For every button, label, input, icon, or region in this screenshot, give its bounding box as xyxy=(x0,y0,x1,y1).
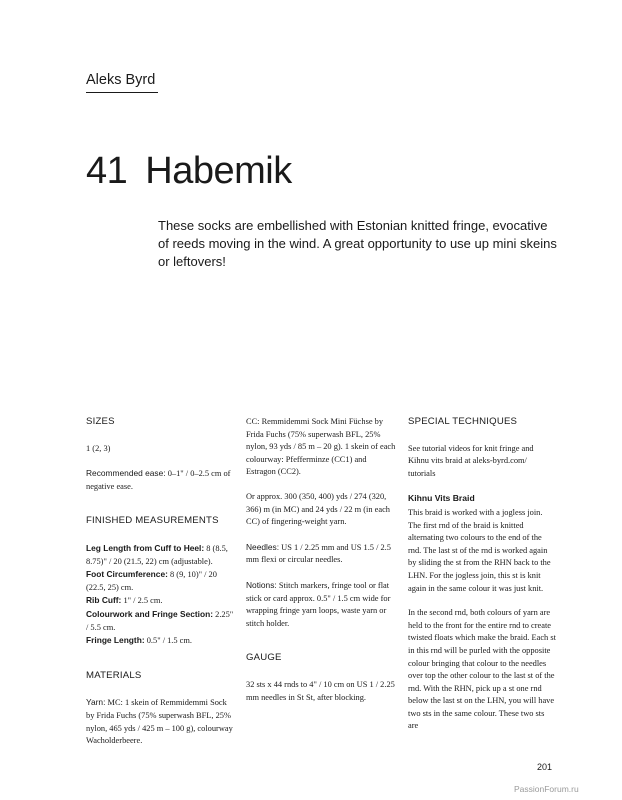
special-heading: SPECIAL TECHNIQUES xyxy=(408,416,518,427)
needles-label: Needles: xyxy=(246,541,280,552)
yarn-approx: Or approx. 300 (350, 400) yds / 274 (320, 366) m (in MC) and 24 yds / 22 m (in each CC) of fingering-weight yarn. xyxy=(246,491,390,527)
column-2 xyxy=(246,416,396,716)
finished-heading: FINISHED MEASUREMENTS xyxy=(86,515,219,527)
colourwork-text: 2.25" / 5.5 cm. xyxy=(86,609,234,632)
foot-label: Foot Circumference: xyxy=(86,569,168,580)
fringe-text: 0.5" / 1.5 cm. xyxy=(144,636,193,646)
leg-text: 8 (8.5, 8.75)" / 20 (21.5, 22) cm (adjustable). xyxy=(86,543,228,566)
colourwork-label: Colourwork and Fringe Section: xyxy=(86,608,214,619)
yarn-mc xyxy=(86,696,236,747)
column-1 xyxy=(86,416,236,760)
yarn-label: Yarn: xyxy=(86,697,106,708)
fringe-label: Fringe Length: xyxy=(86,635,145,646)
gauge-text: 32 sts x 44 rnds to 4" / 10 cm on US 1 / 2.25 mm needles in St St, after blocking. xyxy=(246,679,395,702)
leg-length xyxy=(86,542,236,568)
fringe-length xyxy=(86,634,236,648)
notions-text: Stitch markers, fringe tool or flat stick or card approx. 0.5" / 1.5 cm wide for wrapping fringe yarn loops, waste yarn or stitch holder. xyxy=(246,580,391,628)
rib-text: 1" / 2.5 cm. xyxy=(121,596,163,606)
column-3 xyxy=(408,416,556,745)
braid-paragraph-1: This braid is worked with a jogless join. The first rnd of the braid is knitted alternating two colours to the end of the rnd. The last st of the rnd is worked again by sliding the st from the RHN back to the LHN. For the jogless join, this st is knit again in the same colour it was just knit. xyxy=(408,507,551,593)
notions xyxy=(246,579,396,630)
colourwork-section xyxy=(86,608,236,634)
recommended-ease xyxy=(86,467,236,493)
gauge-heading: GAUGE xyxy=(246,652,282,664)
pattern-name: Habemik xyxy=(145,150,292,192)
pattern-number: 41 xyxy=(86,150,128,192)
special-intro: See tutorial videos for knit fringe and Kihnu vits braid at aleks-byrd.com/ tutorials xyxy=(408,443,534,478)
foot-circumference xyxy=(86,568,236,594)
notions-label: Notions: xyxy=(246,579,277,590)
needles-text: US 1 / 2.25 mm and US 1.5 / 2.5 mm flexi or circular needles. xyxy=(246,542,391,565)
yarn-text: MC: 1 skein of Remmidemmi Sock by Frida Fuchs (75% superwash BFL, 25% nylon, 465 yds / 425 m – 100 g), colourway Wacholderbeere. xyxy=(86,698,233,746)
ease-text: 0–1" / 0–2.5 cm of negative ease. xyxy=(86,469,231,491)
watermark: PassionForum.ru xyxy=(514,784,579,794)
braid-paragraph-2: In the second rnd, both colours of yarn are held to the front for the entire rnd to create twisted floats which make the braid. Each st in this rnd will be purled with the opposite colour bringing that colour to the needles over top the other colour to the last st of the rnd. With the RHN, pick up a st one rnd below the last st on the LHN, you will have two sts in the same colour. These two sts are xyxy=(408,608,556,731)
braid-heading: Kihnu Vits Braid xyxy=(408,493,475,504)
rib-label: Rib Cuff: xyxy=(86,595,122,606)
pattern-title xyxy=(86,150,292,193)
foot-text: 8 (9, 10)" / 20 (22.5, 25) cm. xyxy=(86,570,217,592)
leg-label: Leg Length from Cuff to Heel: xyxy=(86,542,205,553)
rib-cuff xyxy=(86,594,236,608)
author-underline xyxy=(86,92,158,93)
ease-label: Recommended ease: xyxy=(86,468,166,479)
sizes-heading: SIZES xyxy=(86,416,115,427)
needles xyxy=(246,541,396,567)
page-number: 201 xyxy=(537,762,553,772)
intro-paragraph: These socks are embellished with Estonian knitted fringe, evocative of reeds moving in the wind. A great opportunity to use up mini skeins or leftovers! xyxy=(158,218,557,269)
author-name: Aleks Byrd xyxy=(86,72,156,88)
yarn-cc: CC: Remmidemmi Sock Mini Füchse by Frida Fuchs (75% superwash BFL, 25% nylon, 93 yds / 85 m – 20 g). 1 skein of each colourway: Pfefferminze (CC1) and Estragon (CC2). xyxy=(246,417,396,477)
sizes-values: 1 (2, 3) xyxy=(86,443,111,453)
materials-heading: MATERIALS xyxy=(86,669,142,681)
